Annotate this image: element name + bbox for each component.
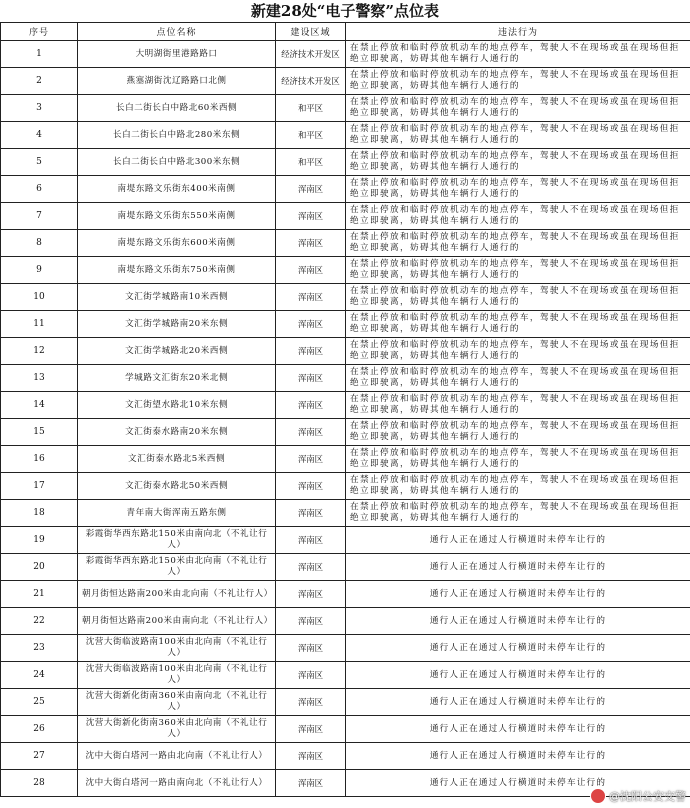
row-number: 13	[1, 365, 78, 392]
row-number: 25	[1, 689, 78, 716]
violation-behavior: 通行人正在通过人行横道时未停车让行的	[346, 662, 690, 689]
table-row	[1, 689, 690, 716]
table-row	[1, 500, 690, 527]
location-name: 长白二街长白中路北60米西侧	[78, 95, 276, 122]
construction-area: 浑南区	[276, 662, 346, 689]
row-number: 9	[1, 257, 78, 284]
table-row	[1, 41, 690, 68]
table-row	[1, 230, 690, 257]
construction-area: 和平区	[276, 149, 346, 176]
row-number: 22	[1, 608, 78, 635]
header-number: 序号	[1, 23, 78, 41]
row-number: 15	[1, 419, 78, 446]
table-row	[1, 473, 690, 500]
location-name: 彩霞街华西东路北150米由北向南（不礼让行人）	[78, 554, 276, 581]
construction-area: 经济技术开发区	[276, 41, 346, 68]
violation-behavior: 在禁止停放和临时停放机动车的地点停车，驾驶人不在现场或虽在现场但拒绝立即驶离，妨碍其他车辆行人通行的	[346, 311, 690, 338]
table-row	[1, 257, 690, 284]
construction-area: 浑南区	[276, 257, 346, 284]
violation-behavior: 在禁止停放和临时停放机动车的地点停车，驾驶人不在现场或虽在现场但拒绝立即驶离，妨碍其他车辆行人通行的	[346, 41, 690, 68]
violation-behavior: 通行人正在通过人行横道时未停车让行的	[346, 527, 690, 554]
construction-area: 浑南区	[276, 365, 346, 392]
violation-behavior: 在禁止停放和临时停放机动车的地点停车，驾驶人不在现场或虽在现场但拒绝立即驶离，妨碍其他车辆行人通行的	[346, 95, 690, 122]
construction-area: 浑南区	[276, 338, 346, 365]
row-number: 6	[1, 176, 78, 203]
table-row	[1, 581, 690, 608]
location-name: 文汇街学城路南20米东侧	[78, 311, 276, 338]
location-name: 长白二街长白中路北280米东侧	[78, 122, 276, 149]
row-number: 21	[1, 581, 78, 608]
row-number: 24	[1, 662, 78, 689]
table-row	[1, 149, 690, 176]
location-name: 朝月街恒达路南200米由南向北（不礼让行人）	[78, 608, 276, 635]
table-title: 新建28处“电子警察”点位表	[250, 2, 440, 20]
table-row	[1, 203, 690, 230]
violation-behavior: 在禁止停放和临时停放机动车的地点停车，驾驶人不在现场或虽在现场但拒绝立即驶离，妨碍其他车辆行人通行的	[346, 68, 690, 95]
construction-area: 和平区	[276, 122, 346, 149]
row-number: 19	[1, 527, 78, 554]
row-number: 12	[1, 338, 78, 365]
construction-area: 浑南区	[276, 743, 346, 770]
violation-behavior: 在禁止停放和临时停放机动车的地点停车，驾驶人不在现场或虽在现场但拒绝立即驶离，妨碍其他车辆行人通行的	[346, 338, 690, 365]
row-number: 28	[1, 770, 78, 797]
table-row	[1, 743, 690, 770]
construction-area: 浑南区	[276, 176, 346, 203]
row-number: 17	[1, 473, 78, 500]
row-number: 18	[1, 500, 78, 527]
table-row	[1, 770, 690, 797]
header-violation: 违法行为	[346, 23, 690, 41]
location-name: 青年南大街浑南五路东侧	[78, 500, 276, 527]
weibo-icon	[590, 788, 606, 804]
location-name: 彩霞街华西东路北150米由南向北（不礼让行人）	[78, 527, 276, 554]
location-name: 文汇街泰水路北50米西侧	[78, 473, 276, 500]
violation-behavior: 通行人正在通过人行横道时未停车让行的	[346, 716, 690, 743]
row-number: 7	[1, 203, 78, 230]
location-name: 沈营大街新化街南360米由南向北（不礼让行人）	[78, 689, 276, 716]
table-row	[1, 608, 690, 635]
construction-area: 浑南区	[276, 392, 346, 419]
violation-behavior: 在禁止停放和临时停放机动车的地点停车，驾驶人不在现场或虽在现场但拒绝立即驶离，妨碍其他车辆行人通行的	[346, 473, 690, 500]
table-row	[1, 68, 690, 95]
violation-behavior: 在禁止停放和临时停放机动车的地点停车，驾驶人不在现场或虽在现场但拒绝立即驶离，妨碍其他车辆行人通行的	[346, 419, 690, 446]
violation-behavior: 在禁止停放和临时停放机动车的地点停车，驾驶人不在现场或虽在现场但拒绝立即驶离，妨碍其他车辆行人通行的	[346, 203, 690, 230]
location-name: 文汇街学城路南10米西侧	[78, 284, 276, 311]
violation-behavior: 在禁止停放和临时停放机动车的地点停车，驾驶人不在现场或虽在现场但拒绝立即驶离，妨碍其他车辆行人通行的	[346, 365, 690, 392]
violation-behavior: 在禁止停放和临时停放机动车的地点停车，驾驶人不在现场或虽在现场但拒绝立即驶离，妨碍其他车辆行人通行的	[346, 230, 690, 257]
location-name: 学城路文汇街东20米北侧	[78, 365, 276, 392]
camera-location-table	[0, 22, 690, 797]
violation-behavior: 通行人正在通过人行横道时未停车让行的	[346, 581, 690, 608]
table-row	[1, 122, 690, 149]
table-row	[1, 635, 690, 662]
construction-area: 浑南区	[276, 446, 346, 473]
table-row	[1, 365, 690, 392]
construction-area: 浑南区	[276, 284, 346, 311]
violation-behavior: 通行人正在通过人行横道时未停车让行的	[346, 554, 690, 581]
header-row	[1, 23, 690, 41]
location-name: 沈营大街临波路南100米由北向南（不礼让行人）	[78, 662, 276, 689]
location-name: 文汇街泰水路南20米东侧	[78, 419, 276, 446]
location-name: 大明湖街里港路路口	[78, 41, 276, 68]
table-row	[1, 176, 690, 203]
construction-area: 浑南区	[276, 527, 346, 554]
row-number: 5	[1, 149, 78, 176]
location-name: 南堤东路文乐街东400米南侧	[78, 176, 276, 203]
weibo-watermark	[590, 788, 686, 804]
violation-behavior: 通行人正在通过人行横道时未停车让行的	[346, 608, 690, 635]
row-number: 1	[1, 41, 78, 68]
row-number: 4	[1, 122, 78, 149]
table-row	[1, 527, 690, 554]
table-row	[1, 716, 690, 743]
location-name: 沈营大街新化街南360米由北向南（不礼让行人）	[78, 716, 276, 743]
row-number: 10	[1, 284, 78, 311]
construction-area: 浑南区	[276, 473, 346, 500]
location-name: 南堤东路文乐街东750米南侧	[78, 257, 276, 284]
violation-behavior: 在禁止停放和临时停放机动车的地点停车，驾驶人不在现场或虽在现场但拒绝立即驶离，妨碍其他车辆行人通行的	[346, 122, 690, 149]
table-row	[1, 392, 690, 419]
row-number: 23	[1, 635, 78, 662]
row-number: 26	[1, 716, 78, 743]
location-name: 朝月街恒达路南200米由北向南（不礼让行人）	[78, 581, 276, 608]
table-row	[1, 446, 690, 473]
construction-area: 浑南区	[276, 500, 346, 527]
location-name: 南堤东路文乐街东550米南侧	[78, 203, 276, 230]
row-number: 2	[1, 68, 78, 95]
table-row	[1, 95, 690, 122]
violation-behavior: 在禁止停放和临时停放机动车的地点停车，驾驶人不在现场或虽在现场但拒绝立即驶离，妨碍其他车辆行人通行的	[346, 446, 690, 473]
location-name: 沈营大街临波路南100米由北向南（不礼让行人）	[78, 635, 276, 662]
location-name: 文汇街学城路北20米西侧	[78, 338, 276, 365]
location-name: 南堤东路文乐街东600米南侧	[78, 230, 276, 257]
row-number: 3	[1, 95, 78, 122]
violation-behavior: 在禁止停放和临时停放机动车的地点停车，驾驶人不在现场或虽在现场但拒绝立即驶离，妨碍其他车辆行人通行的	[346, 500, 690, 527]
violation-behavior: 通行人正在通过人行横道时未停车让行的	[346, 770, 690, 797]
table-row	[1, 338, 690, 365]
table-row	[1, 419, 690, 446]
location-name: 燕塞湖街沈辽路路口北侧	[78, 68, 276, 95]
row-number: 27	[1, 743, 78, 770]
construction-area: 浑南区	[276, 419, 346, 446]
violation-behavior: 通行人正在通过人行横道时未停车让行的	[346, 689, 690, 716]
header-location: 点位名称	[78, 23, 276, 41]
construction-area: 经济技术开发区	[276, 68, 346, 95]
violation-behavior: 通行人正在通过人行横道时未停车让行的	[346, 743, 690, 770]
row-number: 8	[1, 230, 78, 257]
row-number: 16	[1, 446, 78, 473]
row-number: 14	[1, 392, 78, 419]
location-name: 文汇街泰水路北5米西侧	[78, 446, 276, 473]
construction-area: 浑南区	[276, 203, 346, 230]
violation-behavior: 在禁止停放和临时停放机动车的地点停车，驾驶人不在现场或虽在现场但拒绝立即驶离，妨碍其他车辆行人通行的	[346, 392, 690, 419]
construction-area: 浑南区	[276, 230, 346, 257]
violation-behavior: 在禁止停放和临时停放机动车的地点停车，驾驶人不在现场或虽在现场但拒绝立即驶离，妨碍其他车辆行人通行的	[346, 284, 690, 311]
construction-area: 浑南区	[276, 311, 346, 338]
violation-behavior: 在禁止停放和临时停放机动车的地点停车，驾驶人不在现场或虽在现场但拒绝立即驶离，妨碍其他车辆行人通行的	[346, 176, 690, 203]
row-number: 11	[1, 311, 78, 338]
construction-area: 浑南区	[276, 608, 346, 635]
violation-behavior: 通行人正在通过人行横道时未停车让行的	[346, 635, 690, 662]
row-number: 20	[1, 554, 78, 581]
location-name: 长白二街长白中路北300米东侧	[78, 149, 276, 176]
location-name: 文汇街望水路北10米东侧	[78, 392, 276, 419]
construction-area: 浑南区	[276, 635, 346, 662]
table-row	[1, 311, 690, 338]
watermark-text: @沈阳公安交警	[609, 790, 686, 803]
header-area: 建设区域	[276, 23, 346, 41]
table-row	[1, 662, 690, 689]
construction-area: 和平区	[276, 95, 346, 122]
construction-area: 浑南区	[276, 689, 346, 716]
construction-area: 浑南区	[276, 716, 346, 743]
construction-area: 浑南区	[276, 770, 346, 797]
violation-behavior: 在禁止停放和临时停放机动车的地点停车，驾驶人不在现场或虽在现场但拒绝立即驶离，妨碍其他车辆行人通行的	[346, 257, 690, 284]
table-row	[1, 554, 690, 581]
violation-behavior: 在禁止停放和临时停放机动车的地点停车，驾驶人不在现场或虽在现场但拒绝立即驶离，妨碍其他车辆行人通行的	[346, 149, 690, 176]
location-name: 沈中大街白塔河一路由北向南（不礼让行人）	[78, 743, 276, 770]
construction-area: 浑南区	[276, 554, 346, 581]
location-name: 沈中大街白塔河一路由南向北（不礼让行人）	[78, 770, 276, 797]
table-row	[1, 284, 690, 311]
construction-area: 浑南区	[276, 581, 346, 608]
